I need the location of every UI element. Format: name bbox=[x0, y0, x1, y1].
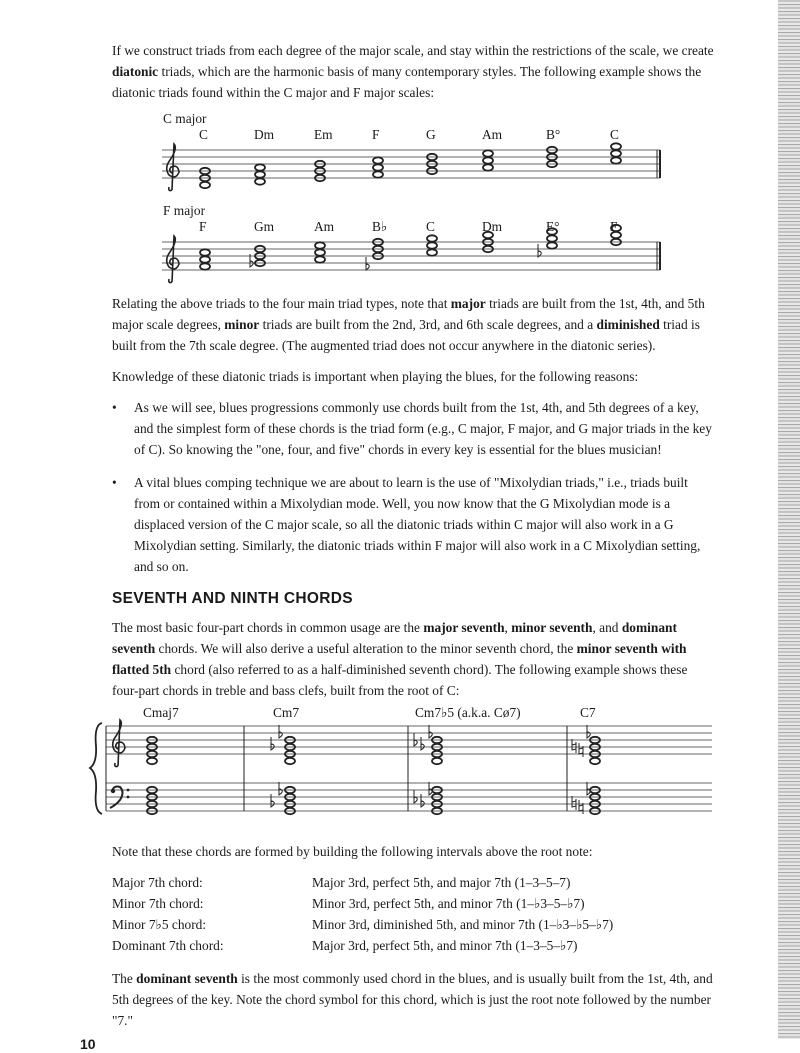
interval-desc: Minor 3rd, diminished 5th, and minor 7th (1–♭3–♭5–♭7) bbox=[312, 917, 614, 932]
chord-label: F bbox=[372, 127, 380, 142]
interval-row bbox=[112, 935, 716, 956]
note-head bbox=[200, 256, 210, 262]
flat-icon bbox=[414, 790, 417, 803]
bold-term: minor seventh bbox=[511, 620, 593, 635]
note-head bbox=[427, 242, 437, 248]
chord-type: Major 7th chord: bbox=[112, 875, 203, 890]
music-notation bbox=[0, 103, 800, 293]
chord-label: C7 bbox=[580, 705, 596, 720]
note-head bbox=[200, 263, 210, 269]
natural-icon bbox=[579, 743, 583, 757]
interval-desc: Major 3rd, perfect 5th, and major 7th (1–3–5–7) bbox=[312, 875, 571, 890]
dominant-paragraph bbox=[112, 968, 716, 1031]
interval-desc: Minor 3rd, perfect 5th, and minor 7th (1–♭3–5–♭7) bbox=[312, 896, 585, 911]
note-head bbox=[200, 249, 210, 255]
four-part-paragraph bbox=[112, 617, 716, 701]
note-head bbox=[483, 157, 493, 163]
bold-term: dominant seventh bbox=[136, 971, 238, 986]
chord-label: Am bbox=[482, 127, 503, 142]
note-head bbox=[315, 249, 325, 255]
chord-label: F bbox=[610, 219, 618, 234]
text: chord (also referred to as a half-diminished seventh chord). The following example shows these four-part chords in treble and bass clefs, built from the root of C: bbox=[112, 662, 688, 698]
treble-clef-icon bbox=[113, 720, 125, 767]
knowledge-paragraph: Knowledge of these diatonic triads is important when playing the blues, for the following reasons: bbox=[112, 369, 639, 384]
flat-icon bbox=[429, 725, 432, 738]
flat-icon bbox=[421, 737, 424, 750]
treble-clef-icon bbox=[167, 236, 179, 283]
text: triads, which are the harmonic basis of many contemporary styles. The following example shows the diatonic triads found within the C major and F major scales: bbox=[112, 64, 702, 100]
note-head bbox=[315, 242, 325, 248]
flat-icon bbox=[279, 782, 282, 795]
note-head bbox=[373, 164, 383, 170]
note-head bbox=[547, 235, 557, 241]
bullet-text: As we will see, blues progressions commonly use chords built from the 1st, 4th, and 5th degrees of a key, and the simplest form of these chords is the triad form (e.g., C major, F major, and G major triads in the key of C). So knowing the "one, four, and five" chords in every key is essential for the blues musician! bbox=[134, 400, 712, 457]
bullet-icon: • bbox=[112, 400, 117, 415]
note-head bbox=[255, 171, 265, 177]
flat-icon bbox=[538, 244, 541, 257]
chord-label: B♭ bbox=[372, 219, 388, 234]
bullet-icon: • bbox=[112, 475, 117, 490]
chord-type: Minor 7♭5 chord: bbox=[112, 917, 207, 932]
treble-clef-icon bbox=[167, 144, 179, 191]
chord-label: B° bbox=[546, 127, 561, 142]
text: If we construct triads from each degree of the major scale, and stay within the restrictions of the scale, we create bbox=[112, 43, 714, 58]
chord-label: Dm bbox=[254, 127, 275, 142]
interval-row bbox=[112, 872, 716, 893]
text: The bbox=[112, 971, 137, 986]
text: The most basic four-part chords in common usage are the bbox=[112, 620, 424, 635]
bold-term: diatonic bbox=[112, 64, 159, 79]
note-head bbox=[483, 150, 493, 156]
interval-row bbox=[112, 893, 716, 914]
bullet-text: A vital blues comping technique we are about to learn is the use of "Mixolydian triads," i.e., triads built from or contained within a Mixolydian mode. Well, you now know that the G Mixolydian mode is a displaced version of the C major scale, so all the diatonic triads within C major will also work in a G Mixolydian setting. Similarly, the diatonic triads within F major will also work in a C Mixolydian setting, and so on. bbox=[134, 475, 701, 574]
flat-icon bbox=[421, 794, 424, 807]
chord-label: Am bbox=[314, 219, 335, 234]
interval-desc: Major 3rd, perfect 5th, and minor 7th (1–3–5–♭7) bbox=[312, 938, 578, 953]
c-major-title: C major bbox=[163, 111, 207, 126]
text: chords. We will also derive a useful alteration to the minor seventh chord, the bbox=[155, 641, 577, 656]
note-head bbox=[427, 249, 437, 255]
flat-icon bbox=[587, 725, 590, 738]
chord-label: C bbox=[199, 127, 208, 142]
diatonic-triads-example bbox=[112, 103, 716, 293]
music-notation bbox=[0, 701, 800, 841]
chord-label: C bbox=[610, 127, 619, 142]
intro-paragraph bbox=[112, 40, 716, 103]
brace-icon bbox=[90, 723, 102, 814]
note-head bbox=[611, 150, 621, 156]
chord-label: C bbox=[426, 219, 435, 234]
chord-label: E° bbox=[546, 219, 560, 234]
f-major-title: F major bbox=[163, 203, 206, 218]
chord-label: Cm7 bbox=[273, 705, 300, 720]
intervals-table bbox=[112, 872, 716, 956]
bass-clef-dot bbox=[127, 789, 130, 792]
natural-icon bbox=[579, 800, 583, 814]
chord-label: Dm bbox=[482, 219, 503, 234]
note-head bbox=[200, 182, 210, 188]
note-head bbox=[590, 758, 600, 764]
bass-clef-dot bbox=[111, 789, 115, 793]
section-heading: SEVENTH AND NINTH CHORDS bbox=[112, 590, 353, 607]
triad-types-paragraph bbox=[112, 293, 716, 356]
bold-term: dominant seventh bbox=[112, 620, 677, 656]
text: triads are built from the 2nd, 3rd, and 6th scale degrees, and a bbox=[259, 317, 597, 332]
note-head bbox=[373, 157, 383, 163]
bold-term: minor bbox=[224, 317, 260, 332]
bullet-item bbox=[112, 472, 716, 577]
note-head bbox=[611, 143, 621, 149]
page-number: 10 bbox=[80, 1036, 96, 1052]
intervals-intro: Note that these chords are formed by building the following intervals above the root note: bbox=[112, 844, 593, 859]
natural-icon bbox=[572, 739, 576, 753]
text: , bbox=[504, 620, 512, 635]
bold-term: major seventh bbox=[423, 620, 505, 635]
page-column bbox=[80, 40, 716, 1053]
chord-label: Cm7♭5 (a.k.a. Cø7) bbox=[415, 705, 521, 720]
chord-label: Cmaj7 bbox=[143, 705, 179, 720]
note-head bbox=[373, 171, 383, 177]
note-head bbox=[255, 178, 265, 184]
chord-type: Minor 7th chord: bbox=[112, 896, 204, 911]
note-head bbox=[547, 242, 557, 248]
note-head bbox=[483, 164, 493, 170]
bass-clef-dot bbox=[127, 796, 130, 799]
note-head bbox=[255, 164, 265, 170]
text: triad is built from the 7th scale degree. (The augmented triad does not occur anywhere in the diatonic series). bbox=[112, 317, 700, 353]
chord-label: Em bbox=[314, 127, 333, 142]
flat-icon bbox=[414, 733, 417, 746]
natural-icon bbox=[572, 796, 576, 810]
seventh-chords-example bbox=[112, 701, 716, 841]
text: , and bbox=[592, 620, 622, 635]
bold-term: major bbox=[450, 296, 486, 311]
note-head bbox=[147, 758, 157, 764]
chord-label: Gm bbox=[254, 219, 275, 234]
note-head bbox=[427, 235, 437, 241]
flat-icon bbox=[271, 794, 274, 807]
flat-icon bbox=[279, 725, 282, 738]
text: Relating the above triads to the four main triad types, note that bbox=[112, 296, 451, 311]
bullet-item bbox=[112, 397, 716, 460]
bold-term: minor seventh with flatted 5th bbox=[112, 641, 687, 677]
interval-row bbox=[112, 914, 716, 935]
chord-label: F bbox=[199, 219, 207, 234]
note-head bbox=[432, 758, 442, 764]
text: is the most commonly used chord in the blues, and is usually built from the 1st, 4th, and 5th degrees of the key. Note the chord symbol for this chord, which is just the root note followed by the number "7." bbox=[112, 971, 713, 1028]
text: triads are built from the 1st, 4th, and 5th major scale degrees, bbox=[112, 296, 705, 332]
flat-icon bbox=[366, 257, 369, 270]
chord-label: G bbox=[426, 127, 436, 142]
note-head bbox=[611, 157, 621, 163]
note-head bbox=[315, 256, 325, 262]
chord-type: Dominant 7th chord: bbox=[112, 938, 224, 953]
bold-term: diminished bbox=[596, 317, 660, 332]
flat-icon bbox=[271, 737, 274, 750]
note-head bbox=[285, 758, 295, 764]
